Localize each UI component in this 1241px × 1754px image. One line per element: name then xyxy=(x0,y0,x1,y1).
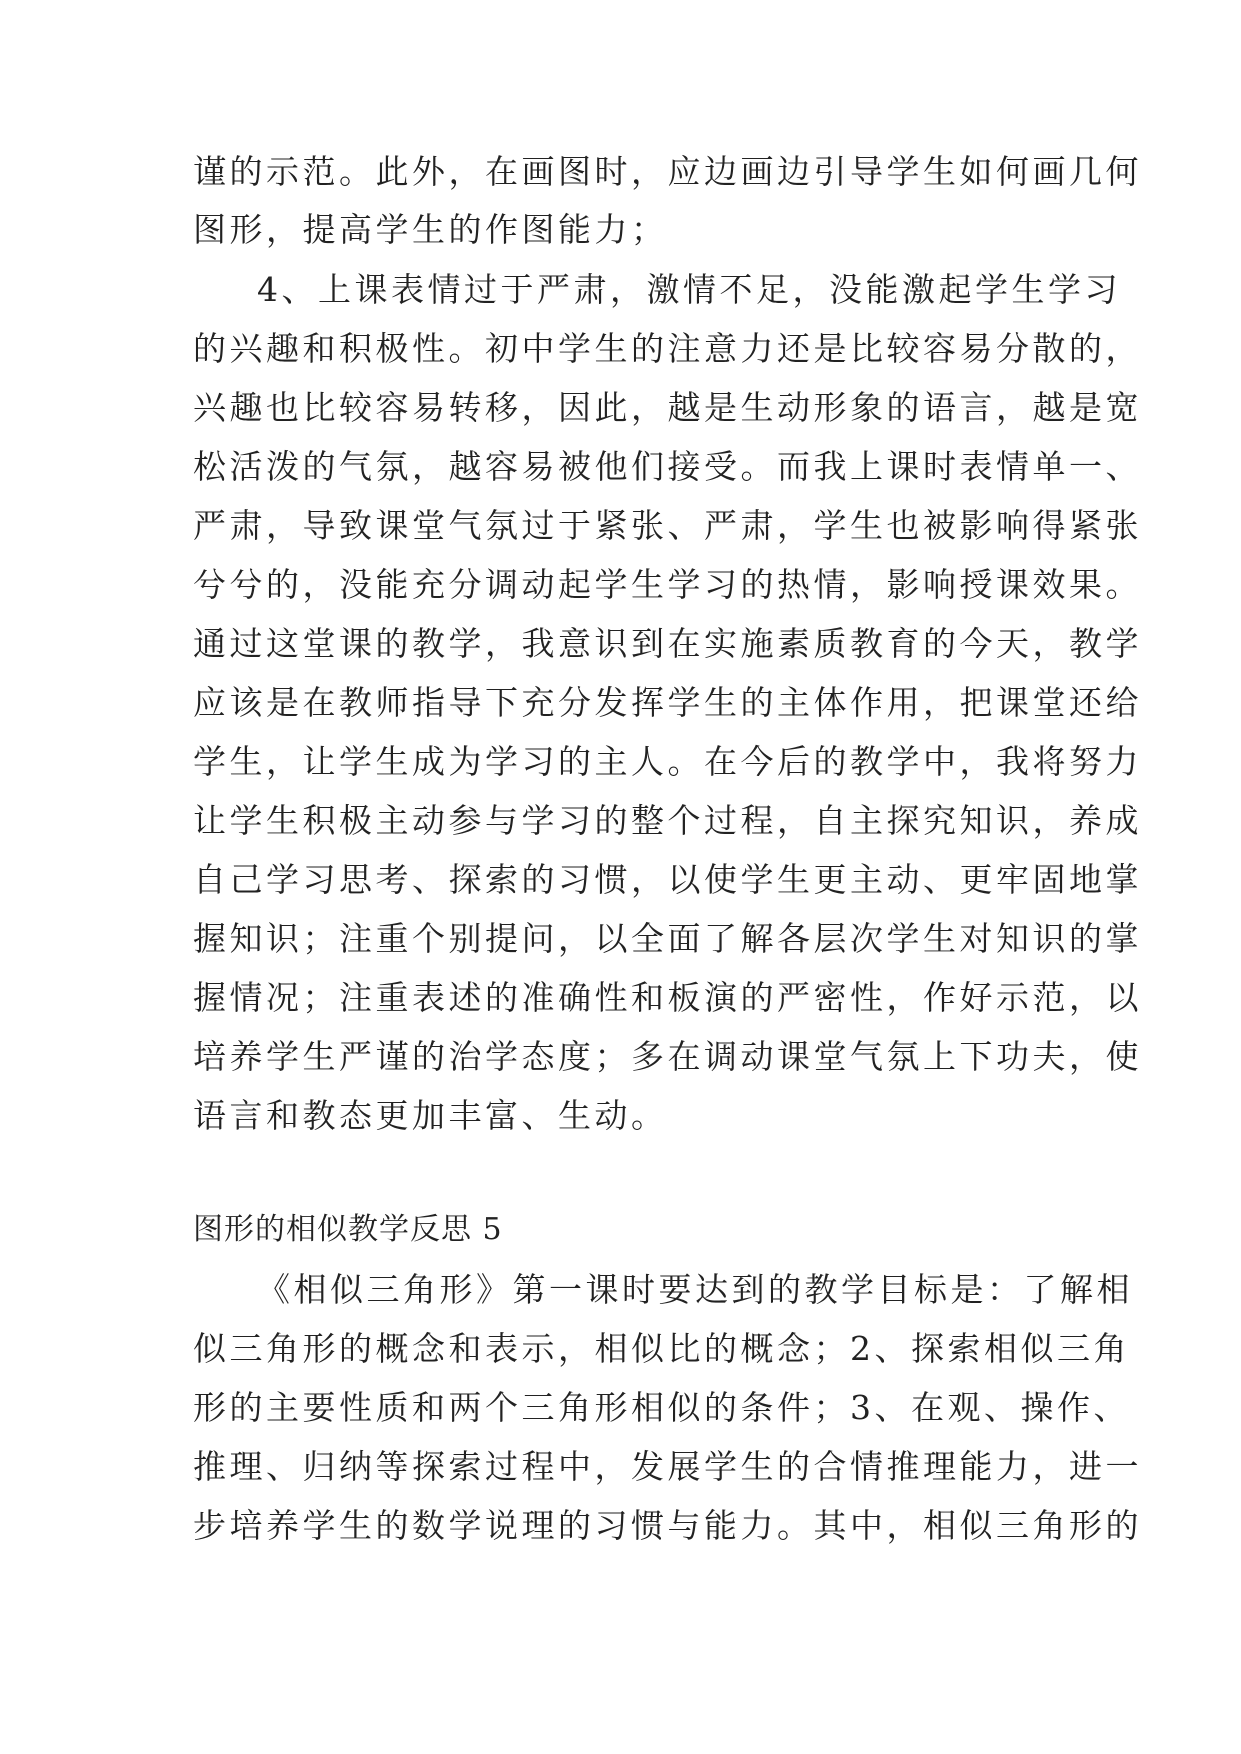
text-line: 松活泼的气氛，越容易被他们接受。而我上课时表情单一、 xyxy=(193,447,1142,486)
text-line: 似三角形的概念和表示，相似比的概念；2、探索相似三角 xyxy=(193,1329,1130,1368)
text-line: 兴趣也比较容易转移，因此，越是生动形象的语言，越是宽 xyxy=(193,388,1142,427)
text-line: 4、上课表情过于严肃，激情不足，没能激起学生学习 xyxy=(257,270,1121,309)
text-line: 握知识；注重个别提问，以全面了解各层次学生对知识的掌 xyxy=(193,919,1142,958)
text-line: 形的主要性质和两个三角形相似的条件；3、在观、操作、 xyxy=(193,1388,1130,1427)
text-line: 握情况；注重表述的准确性和板演的严密性，作好示范，以 xyxy=(193,978,1142,1017)
section-heading: 图形的相似教学反思 5 xyxy=(193,1212,503,1247)
text-line: 语言和教态更加丰富、生动。 xyxy=(193,1096,668,1135)
text-line: 图形，提高学生的作图能力； xyxy=(193,210,668,249)
text-line: 通过这堂课的教学，我意识到在实施素质教育的今天，教学 xyxy=(193,624,1142,663)
text-line: 应该是在教师指导下充分发挥学生的主体作用，把课堂还给 xyxy=(193,683,1142,722)
text-line: 自己学习思考、探索的习惯，以使学生更主动、更牢固地掌 xyxy=(193,860,1142,899)
text-line: 步培养学生的数学说理的习惯与能力。其中，相似三角形的 xyxy=(193,1506,1142,1545)
text-line: 谨的示范。此外，在画图时，应边画边引导学生如何画几何 xyxy=(193,152,1142,191)
text-line: 的兴趣和积极性。初中学生的注意力还是比较容易分散的， xyxy=(193,329,1142,368)
text-line: 推理、归纳等探索过程中，发展学生的合情推理能力，进一 xyxy=(193,1447,1142,1486)
text-line: 《相似三角形》第一课时要达到的教学目标是：了解相 xyxy=(257,1270,1133,1309)
text-line: 兮兮的，没能充分调动起学生学习的热情，影响授课效果。 xyxy=(193,565,1142,604)
text-line: 学生，让学生成为学习的主人。在今后的教学中，我将努力 xyxy=(193,742,1142,781)
text-line: 培养学生严谨的治学态度；多在调动课堂气氛上下功夫，使 xyxy=(193,1037,1142,1076)
text-line: 让学生积极主动参与学习的整个过程，自主探究知识，养成 xyxy=(193,801,1142,840)
text-line: 严肃，导致课堂气氛过于紧张、严肃，学生也被影响得紧张 xyxy=(193,506,1142,545)
